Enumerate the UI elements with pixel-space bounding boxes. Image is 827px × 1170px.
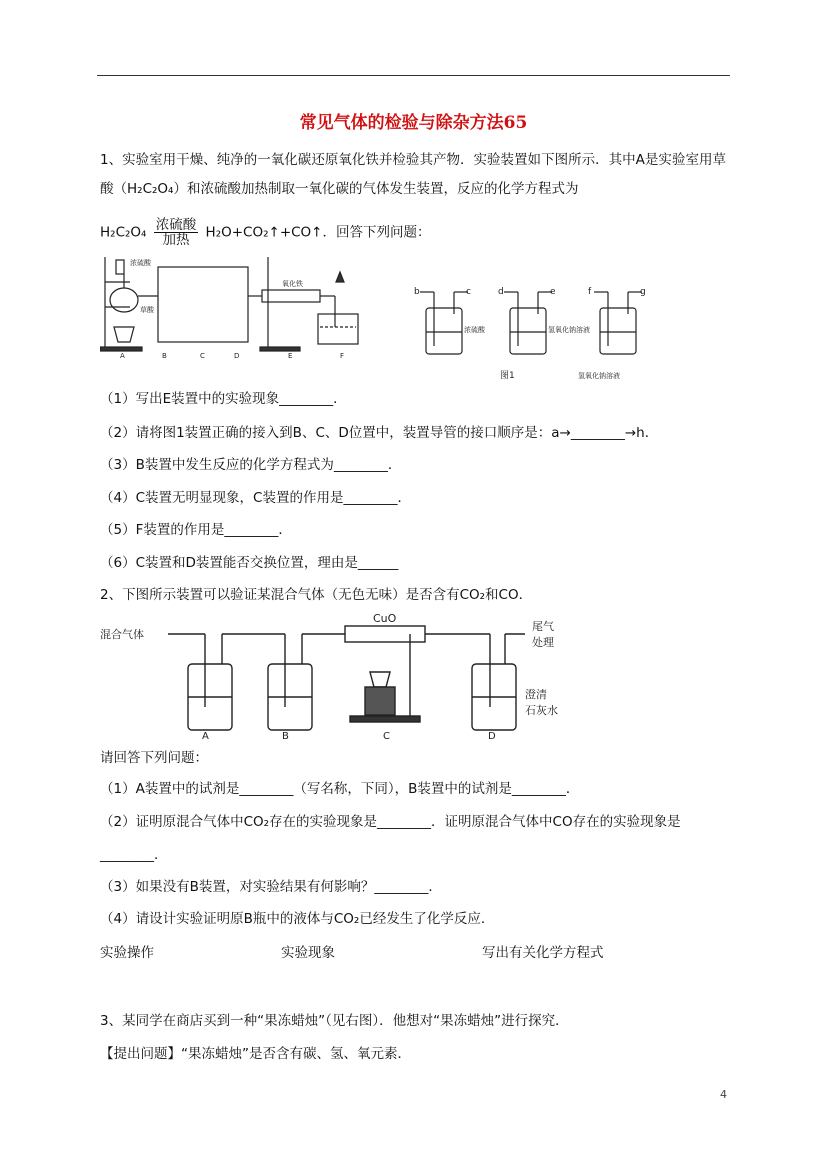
header-rule — [97, 75, 730, 76]
label-tail-1: 尾气 — [532, 620, 554, 633]
q2-item-4: （4）请设计实验证明原B瓶中的液体与CO₂已经发生了化学反应． — [100, 911, 495, 927]
q1-intro: 1、实验室用干燥、纯净的一氧化碳还原氧化铁并检验其产物．实验装置如下图所示．其中A是实验室用草酸（H₂C₂O₄）和浓硫酸加热制取一氧化碳的气体发生装置，反应的化学方程式为 — [100, 152, 726, 197]
q3-intro: 3、某同学在商店买到一种“果冻蜡烛”（见右图）．他想对“果冻蜡烛”进行探究． — [100, 1013, 569, 1029]
fig-text-acid: 浓硫酸 — [130, 259, 151, 267]
fig-label-b: B — [162, 352, 167, 360]
eq-bottom: 加热 — [162, 232, 190, 248]
figure-1-caption: 图1 — [500, 371, 515, 381]
label-gas-in: 混合气体 — [100, 628, 144, 641]
q2-ask: 请回答下列问题： — [100, 750, 208, 766]
q2-item-2-cont: ________． — [100, 847, 168, 863]
q1-item-5: （5）F装置的作用是________． — [100, 522, 292, 538]
table-header-equation: 写出有关化学方程式 — [482, 945, 604, 961]
label-lime-1: 澄清 — [525, 688, 547, 701]
q2-item-2: （2）证明原混合气体中CO₂存在的实验现象是________．证明原混合气体中CO存在的实验现象是 — [100, 814, 681, 830]
q1-equation — [100, 218, 431, 247]
q1-item-4: （4）C装置无明显现象，C装置的作用是________． — [100, 490, 411, 506]
liquid-1: 浓硫酸 — [464, 326, 485, 334]
q1-item-3: （3）B装置中发生反应的化学方程式为________． — [100, 457, 402, 473]
port-g: g — [640, 287, 646, 297]
fig-label-c: C — [200, 352, 205, 360]
table-header-phenomenon: 实验现象 — [281, 945, 335, 961]
q3-question: 【提出问题】“果冻蜡烛”是否含有碳、氢、氧元素． — [100, 1046, 411, 1062]
table-header-operation: 实验操作 — [100, 945, 154, 961]
q2-item-1: （1）A装置中的试剂是________（写名称，下同），B装置中的试剂是________． — [100, 781, 580, 797]
port-d: d — [498, 287, 504, 297]
fig-text-oxalic: 草酸 — [140, 306, 154, 314]
bottle-a: A — [202, 731, 209, 740]
fig-label-f: F — [340, 352, 345, 360]
port-e: e — [550, 287, 556, 297]
bottle-c: C — [383, 731, 390, 740]
fig-label-d: D — [234, 352, 240, 360]
q2-item-3: （3）如果没有B装置，对实验结果有何影响？________． — [100, 879, 442, 895]
fig-text-fe2o3: 氧化铁 — [282, 280, 303, 288]
eq-left: H₂C₂O₄ — [100, 224, 147, 241]
label-cuo: CuO — [373, 612, 397, 625]
port-c: c — [466, 287, 471, 297]
fig-label-a: A — [120, 352, 125, 360]
eq-right: H₂O+CO₂↑+CO↑．回答下列问题： — [205, 224, 431, 241]
port-f: f — [588, 287, 592, 297]
q1-apparatus-figure — [100, 252, 365, 360]
liquid-3: 氢氧化钠溶液 — [578, 372, 620, 380]
label-lime-2: 石灰水 — [525, 704, 558, 717]
page-number: 4 — [720, 1088, 727, 1101]
q1-item-2: （2）请将图1装置正确的接入到B、C、D位置中，装置导管的接口顺序是：a→________→h． — [100, 425, 659, 441]
bottle-d: D — [488, 731, 496, 740]
eq-condition — [154, 218, 199, 247]
page-title: 常见气体的检验与除杂方法65 — [299, 113, 528, 133]
q1-item-6: （6）C装置和D装置能否交换位置，理由是______ — [100, 555, 399, 571]
port-b: b — [414, 287, 420, 297]
q2-intro: 2、下图所示装置可以验证某混合气体（无色无味）是否含有CO₂和CO． — [100, 587, 533, 603]
bottle-b: B — [282, 731, 289, 740]
eq-top: 浓硫酸 — [155, 217, 197, 233]
q2-apparatus-figure — [100, 612, 570, 740]
fig-label-e: E — [288, 352, 293, 360]
liquid-2: 氢氧化钠溶液 — [548, 326, 590, 334]
figure-1-wash-bottles — [410, 280, 665, 385]
label-tail-2: 处理 — [532, 636, 554, 649]
q1-item-1: （1）写出E装置中的实验现象________． — [100, 391, 347, 407]
